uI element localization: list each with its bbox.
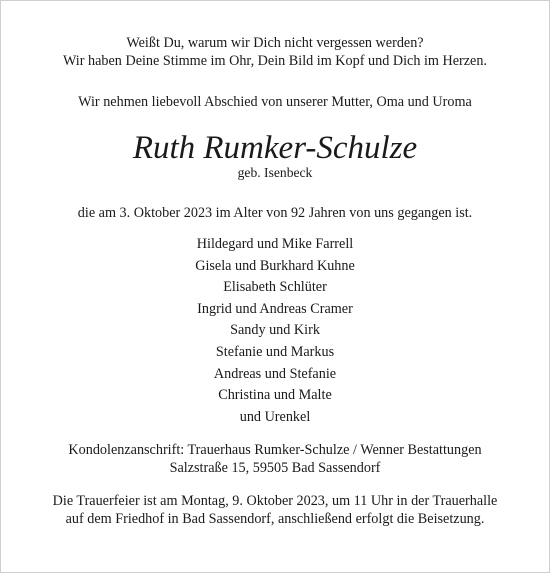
farewell-text: Wir nehmen liebevoll Abschied von unserer Mutter, Oma und Uroma: [78, 94, 472, 110]
death-notice: die am 3. Oktober 2023 im Alter von 92 Jahren von uns gegangen ist.: [77, 205, 473, 221]
mourner-entry: und Urenkel: [239, 408, 311, 425]
quote-line: Weißt Du, warum wir Dich nicht vergessen werden?: [126, 35, 424, 51]
memorial-quote: [1, 34, 549, 70]
condolence-line: Kondolenzanschrift: Trauerhaus Rumker-Schulze / Wenner Bestattungen: [68, 442, 482, 459]
mourner-entry: Hildegard und Mike Farrell: [196, 236, 354, 252]
birth-name: geb. Isenbeck: [237, 165, 313, 180]
mourner-entry: Stefanie und Markus: [215, 343, 335, 360]
service-line: Die Trauerfeier ist am Montag, 9. Oktober 2023, um 11 Uhr in der Trauerhalle: [52, 493, 498, 510]
funeral-service-info: [1, 492, 549, 528]
mourner-entry: Ingrid und Andreas Cramer: [197, 300, 353, 317]
condolence-line: Salzstraße 15, 59505 Bad Sassendorf: [169, 460, 381, 477]
mourners-list: [1, 234, 549, 428]
quote-line: Wir haben Deine Stimme im Ohr, Dein Bild im Kopf und Dich im Herzen.: [62, 53, 487, 69]
mourner-entry: Elisabeth Schlüter: [223, 279, 327, 296]
condolence-address: [1, 441, 549, 477]
mourner-entry: Andreas und Stefanie: [213, 365, 337, 382]
deceased-name: Ruth Rumker-Schulze: [132, 130, 418, 166]
mourner-entry: Sandy und Kirk: [230, 322, 320, 339]
mourner-entry: Christina und Malte: [218, 387, 332, 404]
service-line: auf dem Friedhof in Bad Sassendorf, anschließend erfolgt die Beisetzung.: [65, 511, 485, 528]
mourner-entry: Gisela und Burkhard Kuhne: [195, 257, 355, 274]
obituary-notice: [1, 1, 549, 528]
